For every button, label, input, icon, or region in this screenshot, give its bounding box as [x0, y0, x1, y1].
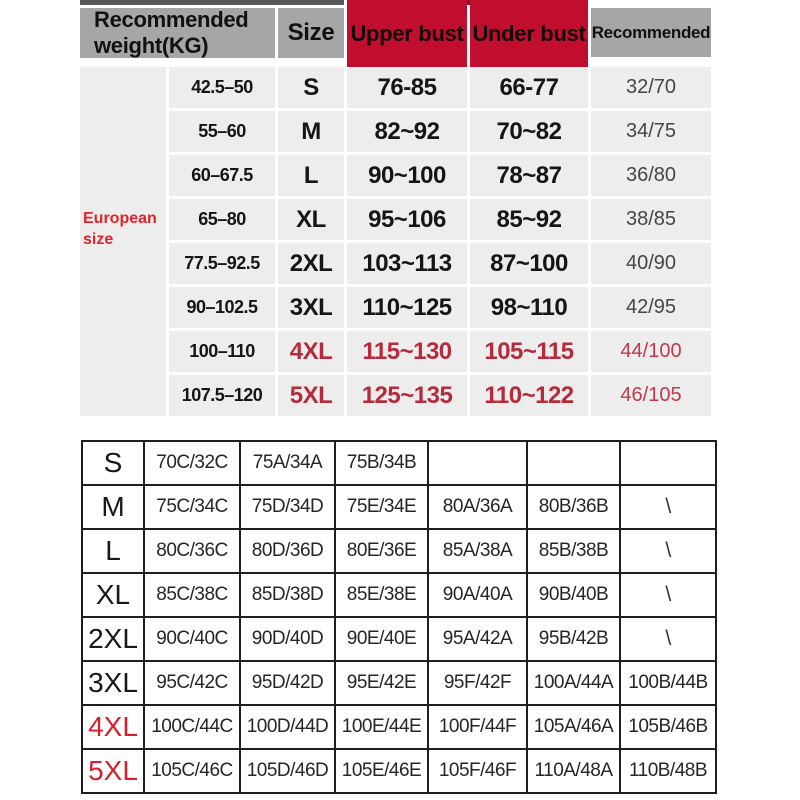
recommended-cell-highlighted: 46/105: [591, 375, 711, 416]
conversion-row: [82, 485, 716, 529]
weight-cell: 55–60: [169, 111, 275, 152]
conversion-row: [82, 705, 716, 749]
header-recommended-weight: Recommended weight(KG): [80, 8, 275, 58]
cup-cell: 70C/32C: [144, 441, 240, 485]
recommended-cell-highlighted: 44/100: [591, 331, 711, 372]
cup-cell: 105A/46A: [527, 705, 620, 749]
cup-cell: 75D/34D: [240, 485, 335, 529]
weight-cell: 107.5–120: [169, 375, 275, 416]
cup-cell: 75C/34C: [144, 485, 240, 529]
cup-cell: [527, 441, 620, 485]
european-size-label: European size: [83, 209, 157, 248]
under-bust-cell: 66-77: [470, 67, 588, 108]
weight-cell: 65–80: [169, 199, 275, 240]
conversion-row: [82, 749, 716, 793]
header-upper-bust: Upper bust: [347, 0, 467, 67]
cup-cell: 80B/36B: [527, 485, 620, 529]
cup-cell: 95D/42D: [240, 661, 335, 705]
under-bust-cell: 70~82: [470, 111, 588, 152]
size-cell: XL: [278, 199, 344, 240]
cup-cell: 85B/38B: [527, 529, 620, 573]
cup-cell: 85A/38A: [428, 529, 527, 573]
not-available-cell: \: [620, 485, 716, 529]
size-measurement-table: [80, 2, 711, 416]
european-size-strip: [80, 67, 166, 416]
recommended-cell: 42/95: [591, 287, 711, 328]
recommended-cell: 40/90: [591, 243, 711, 284]
size-cell-highlighted: 5XL: [278, 375, 344, 416]
cup-cell: 95A/42A: [428, 617, 527, 661]
cup-cell: 75E/34E: [335, 485, 428, 529]
cup-cell: 100B/44B: [620, 661, 716, 705]
size-cell: 2XL: [278, 243, 344, 284]
cup-cell: 90C/40C: [144, 617, 240, 661]
weight-cell: 77.5–92.5: [169, 243, 275, 284]
upper-bust-cell-highlighted: 125~135: [347, 375, 467, 416]
conversion-row: [82, 617, 716, 661]
cup-cell: 100D/44D: [240, 705, 335, 749]
conversion-row: [82, 661, 716, 705]
cup-cell: [428, 441, 527, 485]
cup-cell: 105C/46C: [144, 749, 240, 793]
cup-cell: 80C/36C: [144, 529, 240, 573]
cup-cell: 75B/34B: [335, 441, 428, 485]
cup-size-conversion-table: [81, 440, 717, 794]
under-bust-cell: 78~87: [470, 155, 588, 196]
upper-bust-cell: 110~125: [347, 287, 467, 328]
conversion-row: [82, 441, 716, 485]
cup-cell: 90B/40B: [527, 573, 620, 617]
cup-cell: 100E/44E: [335, 705, 428, 749]
size-label-cell: 2XL: [82, 617, 144, 661]
size-label-cell: S: [82, 441, 144, 485]
not-available-cell: \: [620, 617, 716, 661]
cup-cell: 85C/38C: [144, 573, 240, 617]
size-cell-highlighted: 4XL: [278, 331, 344, 372]
not-available-cell: \: [620, 529, 716, 573]
conversion-row: [82, 573, 716, 617]
cup-cell: 95B/42B: [527, 617, 620, 661]
cup-cell: 100F/44F: [428, 705, 527, 749]
cup-cell: 90D/40D: [240, 617, 335, 661]
recommended-cell: 36/80: [591, 155, 711, 196]
size-cell: 3XL: [278, 287, 344, 328]
cup-cell: 90E/40E: [335, 617, 428, 661]
size-label-cell: M: [82, 485, 144, 529]
cup-cell: 100A/44A: [527, 661, 620, 705]
under-bust-cell: 87~100: [470, 243, 588, 284]
size-label-cell: XL: [82, 573, 144, 617]
size-cell: S: [278, 67, 344, 108]
cup-cell: [620, 441, 716, 485]
cup-cell: 110A/48A: [527, 749, 620, 793]
under-bust-cell: 85~92: [470, 199, 588, 240]
under-bust-cell-highlighted: 105~115: [470, 331, 588, 372]
cup-cell: 85D/38D: [240, 573, 335, 617]
cup-cell: 80A/36A: [428, 485, 527, 529]
size-cell: L: [278, 155, 344, 196]
size-label-cell: L: [82, 529, 144, 573]
cup-cell: 80E/36E: [335, 529, 428, 573]
cup-cell: 105E/46E: [335, 749, 428, 793]
weight-cell: 60–67.5: [169, 155, 275, 196]
size-label-cell-highlighted: 4XL: [82, 705, 144, 749]
cup-cell: 105B/46B: [620, 705, 716, 749]
weight-cell: 42.5–50: [169, 67, 275, 108]
conversion-row: [82, 529, 716, 573]
cup-cell: 95E/42E: [335, 661, 428, 705]
recommended-cell: 38/85: [591, 199, 711, 240]
size-label-cell-highlighted: 5XL: [82, 749, 144, 793]
not-available-cell: \: [620, 573, 716, 617]
size-cell: M: [278, 111, 344, 152]
weight-cell: 90–102.5: [169, 287, 275, 328]
upper-bust-cell: 76-85: [347, 67, 467, 108]
upper-bust-cell: 95~106: [347, 199, 467, 240]
cup-cell: 95C/42C: [144, 661, 240, 705]
cup-cell: 90A/40A: [428, 573, 527, 617]
under-bust-cell-highlighted: 110~122: [470, 375, 588, 416]
cup-cell: 105D/46D: [240, 749, 335, 793]
size-label-cell: 3XL: [82, 661, 144, 705]
upper-bust-cell: 90~100: [347, 155, 467, 196]
cup-cell: 100C/44C: [144, 705, 240, 749]
cup-cell: 95F/42F: [428, 661, 527, 705]
recommended-cell: 34/75: [591, 111, 711, 152]
under-bust-cell: 98~110: [470, 287, 588, 328]
cup-cell: 80D/36D: [240, 529, 335, 573]
upper-bust-cell-highlighted: 115~130: [347, 331, 467, 372]
cup-cell: 75A/34A: [240, 441, 335, 485]
header-under-bust: Under bust: [470, 0, 588, 67]
recommended-cell: 32/70: [591, 67, 711, 108]
cup-cell: 105F/46F: [428, 749, 527, 793]
weight-cell: 100–110: [169, 331, 275, 372]
upper-bust-cell: 82~92: [347, 111, 467, 152]
upper-bust-cell: 103~113: [347, 243, 467, 284]
header-recommended: Recommended: [591, 8, 711, 57]
cup-cell: 110B/48B: [620, 749, 716, 793]
cup-cell: 85E/38E: [335, 573, 428, 617]
header-size: Size: [278, 8, 344, 58]
